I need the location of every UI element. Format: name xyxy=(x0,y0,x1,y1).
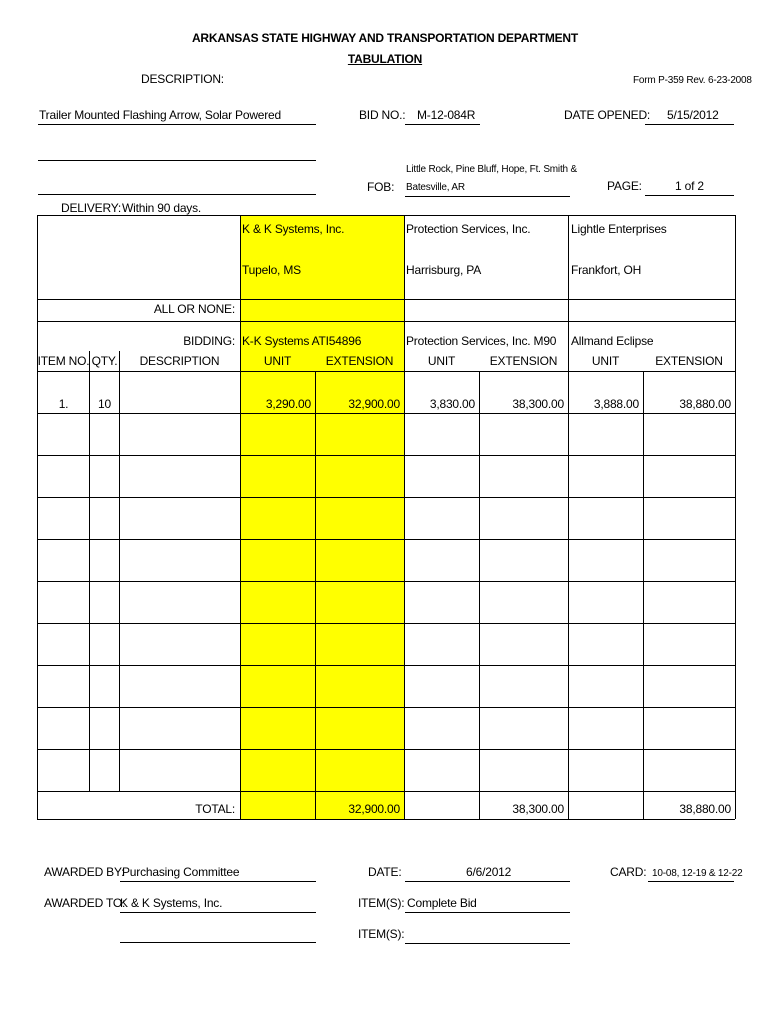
table-row-line xyxy=(37,581,735,582)
bid-no-label: BID NO.: xyxy=(359,108,406,122)
vendor-2-unit-divider xyxy=(479,371,480,819)
description-underline xyxy=(38,124,316,125)
items-2-label: ITEM(S): xyxy=(358,927,405,941)
vendor-3-extension: 38,880.00 xyxy=(679,397,731,411)
vendor-1-col-extension: EXTENSION xyxy=(325,354,394,368)
table-top-border xyxy=(37,215,735,216)
delivery-label: DELIVERY: xyxy=(61,201,122,215)
table-row-line xyxy=(37,497,735,498)
awarded-to-underline xyxy=(120,912,316,913)
table-row-line xyxy=(37,749,735,750)
vendor-3-name: Lightle Enterprises xyxy=(571,222,667,236)
awarded-by-value: Purchasing Committee xyxy=(122,865,240,879)
card-underline xyxy=(648,881,734,882)
card-value: 10-08, 12-19 & 12-22 xyxy=(652,868,743,879)
awarded-by-label: AWARDED BY: xyxy=(44,865,125,879)
bid-no-value: M-12-084R xyxy=(417,108,476,122)
delivery-value: Within 90 days. xyxy=(122,201,202,215)
item-no-cell: 1. xyxy=(58,397,69,411)
vendor-1-city: Tupelo, MS xyxy=(242,263,301,277)
vendor-1-extension: 32,900.00 xyxy=(348,397,400,411)
col-description: DESCRIPTION xyxy=(139,354,220,368)
table-row-line xyxy=(37,707,735,708)
card-label: CARD: xyxy=(610,865,647,879)
vendor-2-col-extension: EXTENSION xyxy=(489,354,558,368)
table-header-bottom-line xyxy=(37,371,735,372)
total-label: TOTAL: xyxy=(195,802,235,816)
vendor-3-unit-divider xyxy=(643,371,644,819)
vendor-1-col-unit: UNIT xyxy=(263,354,292,368)
page-value: 1 of 2 xyxy=(675,179,704,193)
col-qty: QTY. xyxy=(91,354,118,368)
date-label: DATE: xyxy=(368,865,402,879)
bid-no-underline xyxy=(405,124,480,125)
vendor-3-unit-price: 3,888.00 xyxy=(593,397,639,411)
form-number: Form P-359 Rev. 6-23-2008 xyxy=(633,75,752,86)
date-opened-label: DATE OPENED: xyxy=(564,108,651,122)
items-label: ITEM(S): xyxy=(358,896,405,910)
vendor-3-left-border xyxy=(568,215,569,819)
description-line-2 xyxy=(38,160,316,161)
fob-line-1: Little Rock, Pine Bluff, Hope, Ft. Smith & xyxy=(406,164,577,175)
awarded-vendor-highlight xyxy=(240,215,404,819)
items-2-underline xyxy=(405,943,570,944)
table-row-line xyxy=(37,413,735,414)
date-opened-underline xyxy=(645,124,734,125)
table-all-or-none-line xyxy=(37,321,735,322)
fob-underline xyxy=(405,196,570,197)
fob-line-2: Batesville, AR xyxy=(406,182,465,193)
vendor-1-name: K & K Systems, Inc. xyxy=(242,222,345,236)
table-vendor-bottom-line xyxy=(37,299,735,300)
col-item-no: ITEM NO. xyxy=(37,354,90,368)
vendor-2-unit-price: 3,830.00 xyxy=(429,397,475,411)
vendor-2-left-border xyxy=(404,215,405,819)
table-row-line xyxy=(37,455,735,456)
awarded-to-label: AWARDED TO: xyxy=(44,896,126,910)
table-row-line xyxy=(37,623,735,624)
vendor-2-city: Harrisburg, PA xyxy=(406,263,482,277)
vendor-1-bidding: K-K Systems ATI54896 xyxy=(242,334,362,348)
items-underline xyxy=(405,912,570,913)
table-row-line xyxy=(37,665,735,666)
vendor-2-col-unit: UNIT xyxy=(427,354,456,368)
qty-description-divider xyxy=(119,351,120,791)
description-value: Trailer Mounted Flashing Arrow, Solar Powered xyxy=(39,108,282,122)
vendor-2-bidding: Protection Services, Inc. M90 xyxy=(406,334,557,348)
page-underline xyxy=(645,195,734,196)
vendor-3-col-extension: EXTENSION xyxy=(655,354,723,368)
vendor-3-bidding: Allmand Eclipse xyxy=(571,334,654,348)
table-row-line xyxy=(37,539,735,540)
vendor-2-name: Protection Services, Inc. xyxy=(406,222,531,236)
vendor-1-total: 32,900.00 xyxy=(348,802,400,816)
vendor-1-unit-price: 3,290.00 xyxy=(265,397,311,411)
table-row-line xyxy=(37,791,735,792)
page-label: PAGE: xyxy=(607,179,642,193)
vendor-3-city: Frankfort, OH xyxy=(571,263,642,277)
bidding-label: BIDDING: xyxy=(183,334,235,348)
vendor-2-extension: 38,300.00 xyxy=(512,397,564,411)
qty-cell: 10 xyxy=(98,397,111,411)
document-title: TABULATION xyxy=(347,52,423,66)
vendor-1-left-border xyxy=(240,215,241,819)
vendor-3-total: 38,880.00 xyxy=(679,802,731,816)
table-left-border xyxy=(37,215,38,819)
item-qty-divider xyxy=(89,351,90,791)
date-opened-value: 5/15/2012 xyxy=(667,108,719,122)
description-line-3 xyxy=(38,194,316,195)
department-title: ARKANSAS STATE HIGHWAY AND TRANSPORTATION DEPARTMENT xyxy=(191,31,579,45)
vendor-2-total: 38,300.00 xyxy=(512,802,564,816)
date-underline xyxy=(405,881,570,882)
vendor-3-col-unit: UNIT xyxy=(591,354,620,368)
all-or-none-label: ALL OR NONE: xyxy=(153,302,235,316)
description-label: DESCRIPTION: xyxy=(141,72,224,86)
items-value: Complete Bid xyxy=(407,896,477,910)
awarded-to-line-2 xyxy=(120,942,316,943)
vendor-1-unit-divider xyxy=(315,371,316,819)
awarded-by-underline xyxy=(120,881,316,882)
fob-label: FOB: xyxy=(367,180,395,194)
table-right-border xyxy=(735,215,736,819)
awarded-to-value: K & K Systems, Inc. xyxy=(120,896,223,910)
date-value: 6/6/2012 xyxy=(466,865,512,879)
table-bottom-border xyxy=(37,819,735,820)
